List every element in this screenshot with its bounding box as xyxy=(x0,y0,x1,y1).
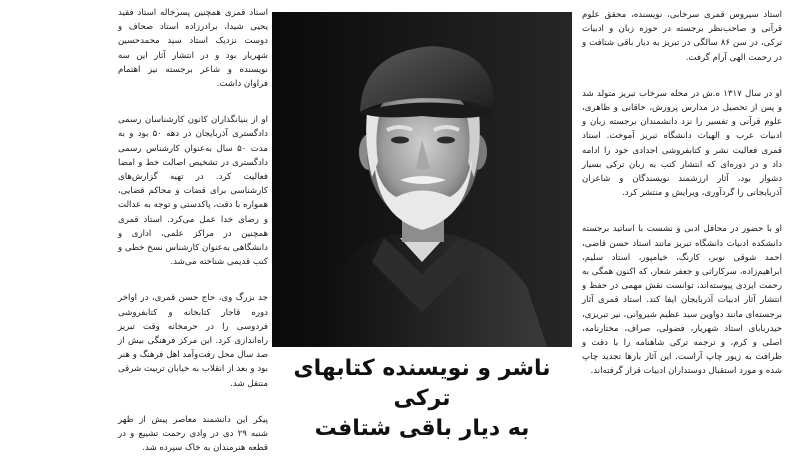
article-column-left xyxy=(118,6,268,465)
article-paragraph: استاد قمری همچنین پسرخاله استاد فقید یحیی شیدا، برادرزاده استاد صحاف و دوست نزدیک استاد سید محمدحسین شهریار بود و در انتشار آثار این سه نویسنده و شاعر برجسته نیز اهتمام فراوان داشت. xyxy=(118,8,268,90)
portrait-figure xyxy=(272,12,572,347)
article-paragraph: استاد سیروس قمری سرخابی، نویسنده، محقق علوم قرآنی و صاحب‌نظر برجسته در حوزه زبان و ادبیات ترکی، در سن ۸۶ سالگی در تبریز به دیار باقی شتافت و در رحمت الهی آرام گرفت. xyxy=(582,10,782,63)
article-column-right xyxy=(582,8,782,389)
article-paragraph: پیکر این دانشمند معاصر پیش از ظهر شنبه ۲۹ دی در وادی رحمت تشییع و در قطعه هنرمندان به خاک سپرده شد. xyxy=(118,414,268,454)
headline-line-2: به دیار باقی شتافت xyxy=(314,416,530,441)
article-paragraph: او در سال ۱۳۱۷ ه.ش در محله سرخاب تبریز متولد شد و پس از تحصیل در مدارس پرورش، خاقانی و ظاهری، علوم قرآنی و تفسیر را نزد دانشمندان برجسته زبان و ادبیات عرب و الهیات دانشگاه تبریز آموخت. استاد قمری فعالیت نشر و کتابفروشی اجدادی خود را ادامه داد و در دوره‌ای که انتشار کتب به زبان ترکی بسیار دشوار بود، آثار ارزشمند نویسندگان و شاعران آذربایجانی را گردآوری، ویرایش و منتشر کرد. xyxy=(582,88,782,199)
article-paragraph: او از بنیانگذاران کانون کارشناسان رسمی دادگستری آذربایجان در دهه ۵۰ بود و به مدت ۵۰ سال به‌عنوان کارشناس رسمی دادگستری در تشخیص اصالت خط و امضا فعالیت کرد. در تهیه گزارش‌های کارشناسی برای قضات و محاکم قضایی، همواره با دقت، پاکدستی و توجه به عدالت و رضای خدا عمل می‌کرد. استاد قمری همچنین در مراکز علمی، اداری و دانشگاهی به‌عنوان کارشناس نسخ خطی و کتب قدیمی شناخته می‌شد. xyxy=(118,115,269,268)
portrait-photo xyxy=(272,12,572,347)
headline-line-1: ناشر و نویسنده کتابهای ترکی xyxy=(293,356,551,411)
article-headline xyxy=(278,354,566,444)
article-paragraph: او با حضور در محافل ادبی و نشست با اساتید برجسته دانشکده ادبیات دانشگاه تبریز مانند استاد حسن قاضی، احمد شوقی نوبر، کارنگ، خیامپور، استاد سلیم، ابراهیم‌زاده، سرکاراتی و جعفر شعار، که اکنون همگی به رحمت ایزدی پیوسته‌اند، توانست نقش مهمی در حفظ و انتشار آثار ادبیات آذربایجان ایفا کند. استاد قمری آثار برجسته‌ای مانند دواوین سید عظیم شیروانی، نیر تبریزی، حیدربابای استاد شهریار، فضولی، صراف، مختارنامه، اصلی و کرم، و ترجمه ترکی شاهنامه را با دقت و ظرافت به زیور چاپ آراست. این آثار بارها تجدید چاپ شده و مورد استقبال دوستداران ادبیات قرار گرفته‌اند. xyxy=(582,224,782,377)
article-paragraph: جد بزرگ وی، حاج حسن قمری، در اواخر دوره قاجار کتابخانه و کتابفروشی فردوسی را در حرمخانه وقت تبریز راه‌اندازی کرد. این مرکز فرهنگی بیش از صد سال محل رفت‌وآمد اهل فرهنگ و هنر بود و بعد از انقلاب به خیابان تربیت شرقی منتقل شد. xyxy=(118,293,268,389)
